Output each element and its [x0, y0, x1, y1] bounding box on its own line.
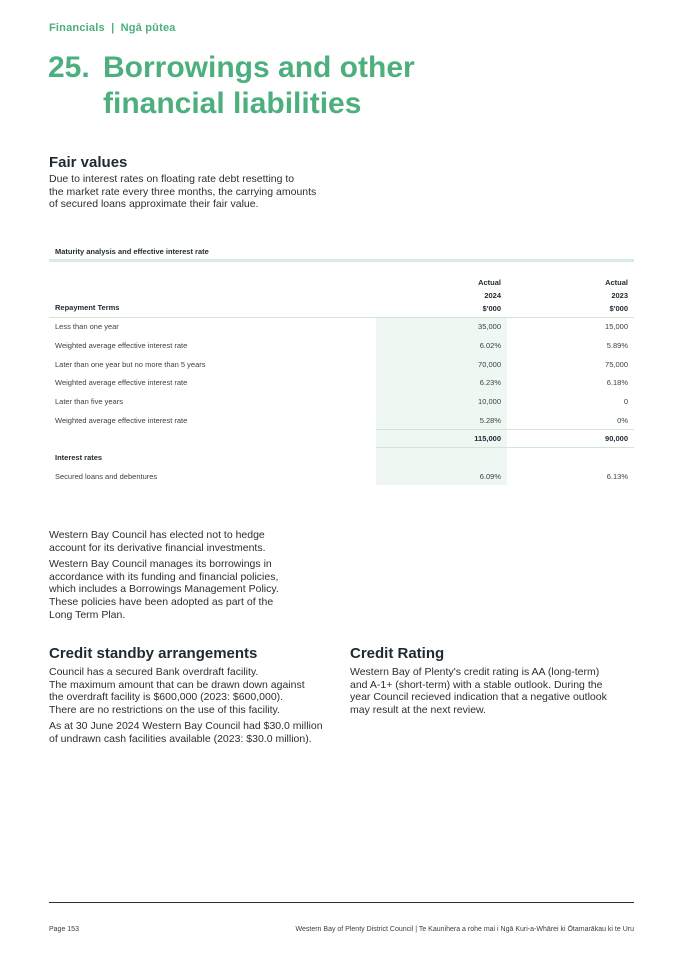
text-line: These policies have been adopted as part of the — [49, 595, 274, 608]
total-2023: 90,000 — [605, 434, 628, 443]
table-top-rule — [49, 259, 634, 262]
table-cell-2023: 5.89% — [606, 341, 628, 350]
footer-organisation: Western Bay of Plenty District Council | Te Kaunihera a rohe mai i Ngā Kuri-a-Whārei ki Ōtamarākau ki te Uru — [295, 926, 634, 933]
text-line: which includes a Borrowings Management Policy. — [49, 583, 279, 596]
text-line: Western Bay Council manages its borrowings in — [49, 558, 272, 571]
text-line: The maximum amount that can be drawn down against — [49, 678, 305, 691]
interest-rates-heading: Interest rates — [55, 453, 103, 462]
table-row-label: Weighted average effective interest rate — [55, 378, 188, 387]
text-line: As at 30 June 2024 Western Bay Council had $30.0 million — [49, 720, 323, 733]
fair-values-line: the market rate every three months, the carrying amounts — [49, 185, 317, 198]
column-header-line: 2024 — [484, 291, 501, 300]
total-top-rule — [376, 429, 634, 430]
column-header-line: 2023 — [611, 291, 628, 300]
text-line: the overdraft facility is $600,000 (2023: $600,000). — [49, 691, 284, 704]
table-cell-2024: 5.28% — [479, 416, 501, 425]
table-row-label: Secured loans and debentures — [55, 472, 158, 481]
table-row-label: Later than one year but no more than 5 years — [55, 360, 206, 369]
table-cell-2024: 6.23% — [479, 378, 501, 387]
header-maori: Ngā pūtea — [120, 22, 176, 34]
table-row-label: Later than five years — [55, 397, 123, 406]
header-section: Financials — [49, 22, 105, 34]
text-line: may result at the next review. — [350, 703, 486, 716]
hedge-paragraph-1 — [49, 529, 319, 554]
page-header — [49, 22, 176, 34]
page-title — [48, 50, 608, 122]
text-line: year Council recieved indication that a negative outlook — [350, 691, 607, 704]
column-header-line: $'000 — [482, 304, 501, 313]
column-header-repayment-terms: Repayment Terms — [55, 303, 120, 312]
total-2024: 115,000 — [474, 434, 501, 443]
credit-standby-paragraph-1 — [49, 666, 339, 716]
fair-values-line: Due to interest rates on floating rate debt resetting to — [49, 173, 295, 185]
table-row-label: Weighted average effective interest rate — [55, 416, 188, 425]
header-separator: | — [111, 22, 115, 34]
column-header-2023 — [568, 276, 628, 315]
title-line1: Borrowings and other — [103, 51, 415, 84]
text-line: Western Bay Council has elected not to hedge — [49, 529, 265, 541]
title-line2: financial liabilities — [103, 87, 362, 120]
hedge-section — [49, 529, 319, 625]
text-line: and A-1+ (short-term) with a stable outlook. During the — [350, 678, 603, 691]
fair-values-line: of secured loans approximate their fair value. — [49, 198, 259, 211]
table-cell-2024: 6.09% — [479, 472, 501, 481]
fair-values-heading: Fair values — [49, 154, 128, 171]
table-cell-2024: 70,000 — [478, 360, 501, 369]
header-divider — [49, 317, 634, 318]
column-header-line: $'000 — [609, 304, 628, 313]
footer-rule — [49, 902, 634, 903]
credit-standby-section — [49, 645, 339, 746]
text-line: Long Term Plan. — [49, 608, 126, 621]
table-cell-2024: 6.02% — [479, 341, 501, 350]
fair-values-section — [49, 154, 349, 211]
text-line: accordance with its funding and financial policies, — [49, 570, 279, 583]
credit-standby-paragraph-2 — [49, 720, 339, 745]
table-row-label: Less than one year — [55, 322, 119, 331]
column-header-line: Actual — [478, 278, 501, 287]
fair-values-text — [49, 173, 349, 211]
table-cell-2024: 35,000 — [478, 322, 501, 331]
text-line: Western Bay of Plenty's credit rating is AA (long-term) — [350, 666, 600, 678]
page-number: Page 153 — [49, 926, 79, 933]
table-title: Maturity analysis and effective interest rate — [55, 247, 209, 256]
table-cell-2023: 0 — [623, 397, 628, 406]
credit-standby-heading: Credit standby arrangements — [49, 645, 258, 662]
credit-rating-paragraph — [350, 666, 640, 716]
column-header-2024 — [441, 276, 501, 315]
credit-rating-section — [350, 645, 640, 716]
text-line: of undrawn cash facilities available (2023: $30.0 million). — [49, 732, 312, 745]
table-cell-2023: 6.13% — [606, 472, 628, 481]
table-cell-2023: 6.18% — [606, 378, 628, 387]
table-cell-2023: 75,000 — [605, 360, 628, 369]
title-number: 25. — [48, 51, 90, 84]
hedge-paragraph-2 — [49, 558, 319, 621]
table-cell-2023: 15,000 — [605, 322, 628, 331]
table-row-label: Weighted average effective interest rate — [55, 341, 188, 350]
table-cell-2024: 10,000 — [478, 397, 501, 406]
table-cell-2023: 0% — [617, 416, 628, 425]
column-header-line: Actual — [605, 278, 628, 287]
credit-rating-heading: Credit Rating — [350, 645, 445, 662]
total-bottom-rule — [376, 447, 634, 448]
text-line: There are no restrictions on the use of this facility. — [49, 703, 280, 716]
text-line: account for its derivative financial investments. — [49, 541, 266, 554]
text-line: Council has a secured Bank overdraft facility. — [49, 666, 259, 678]
